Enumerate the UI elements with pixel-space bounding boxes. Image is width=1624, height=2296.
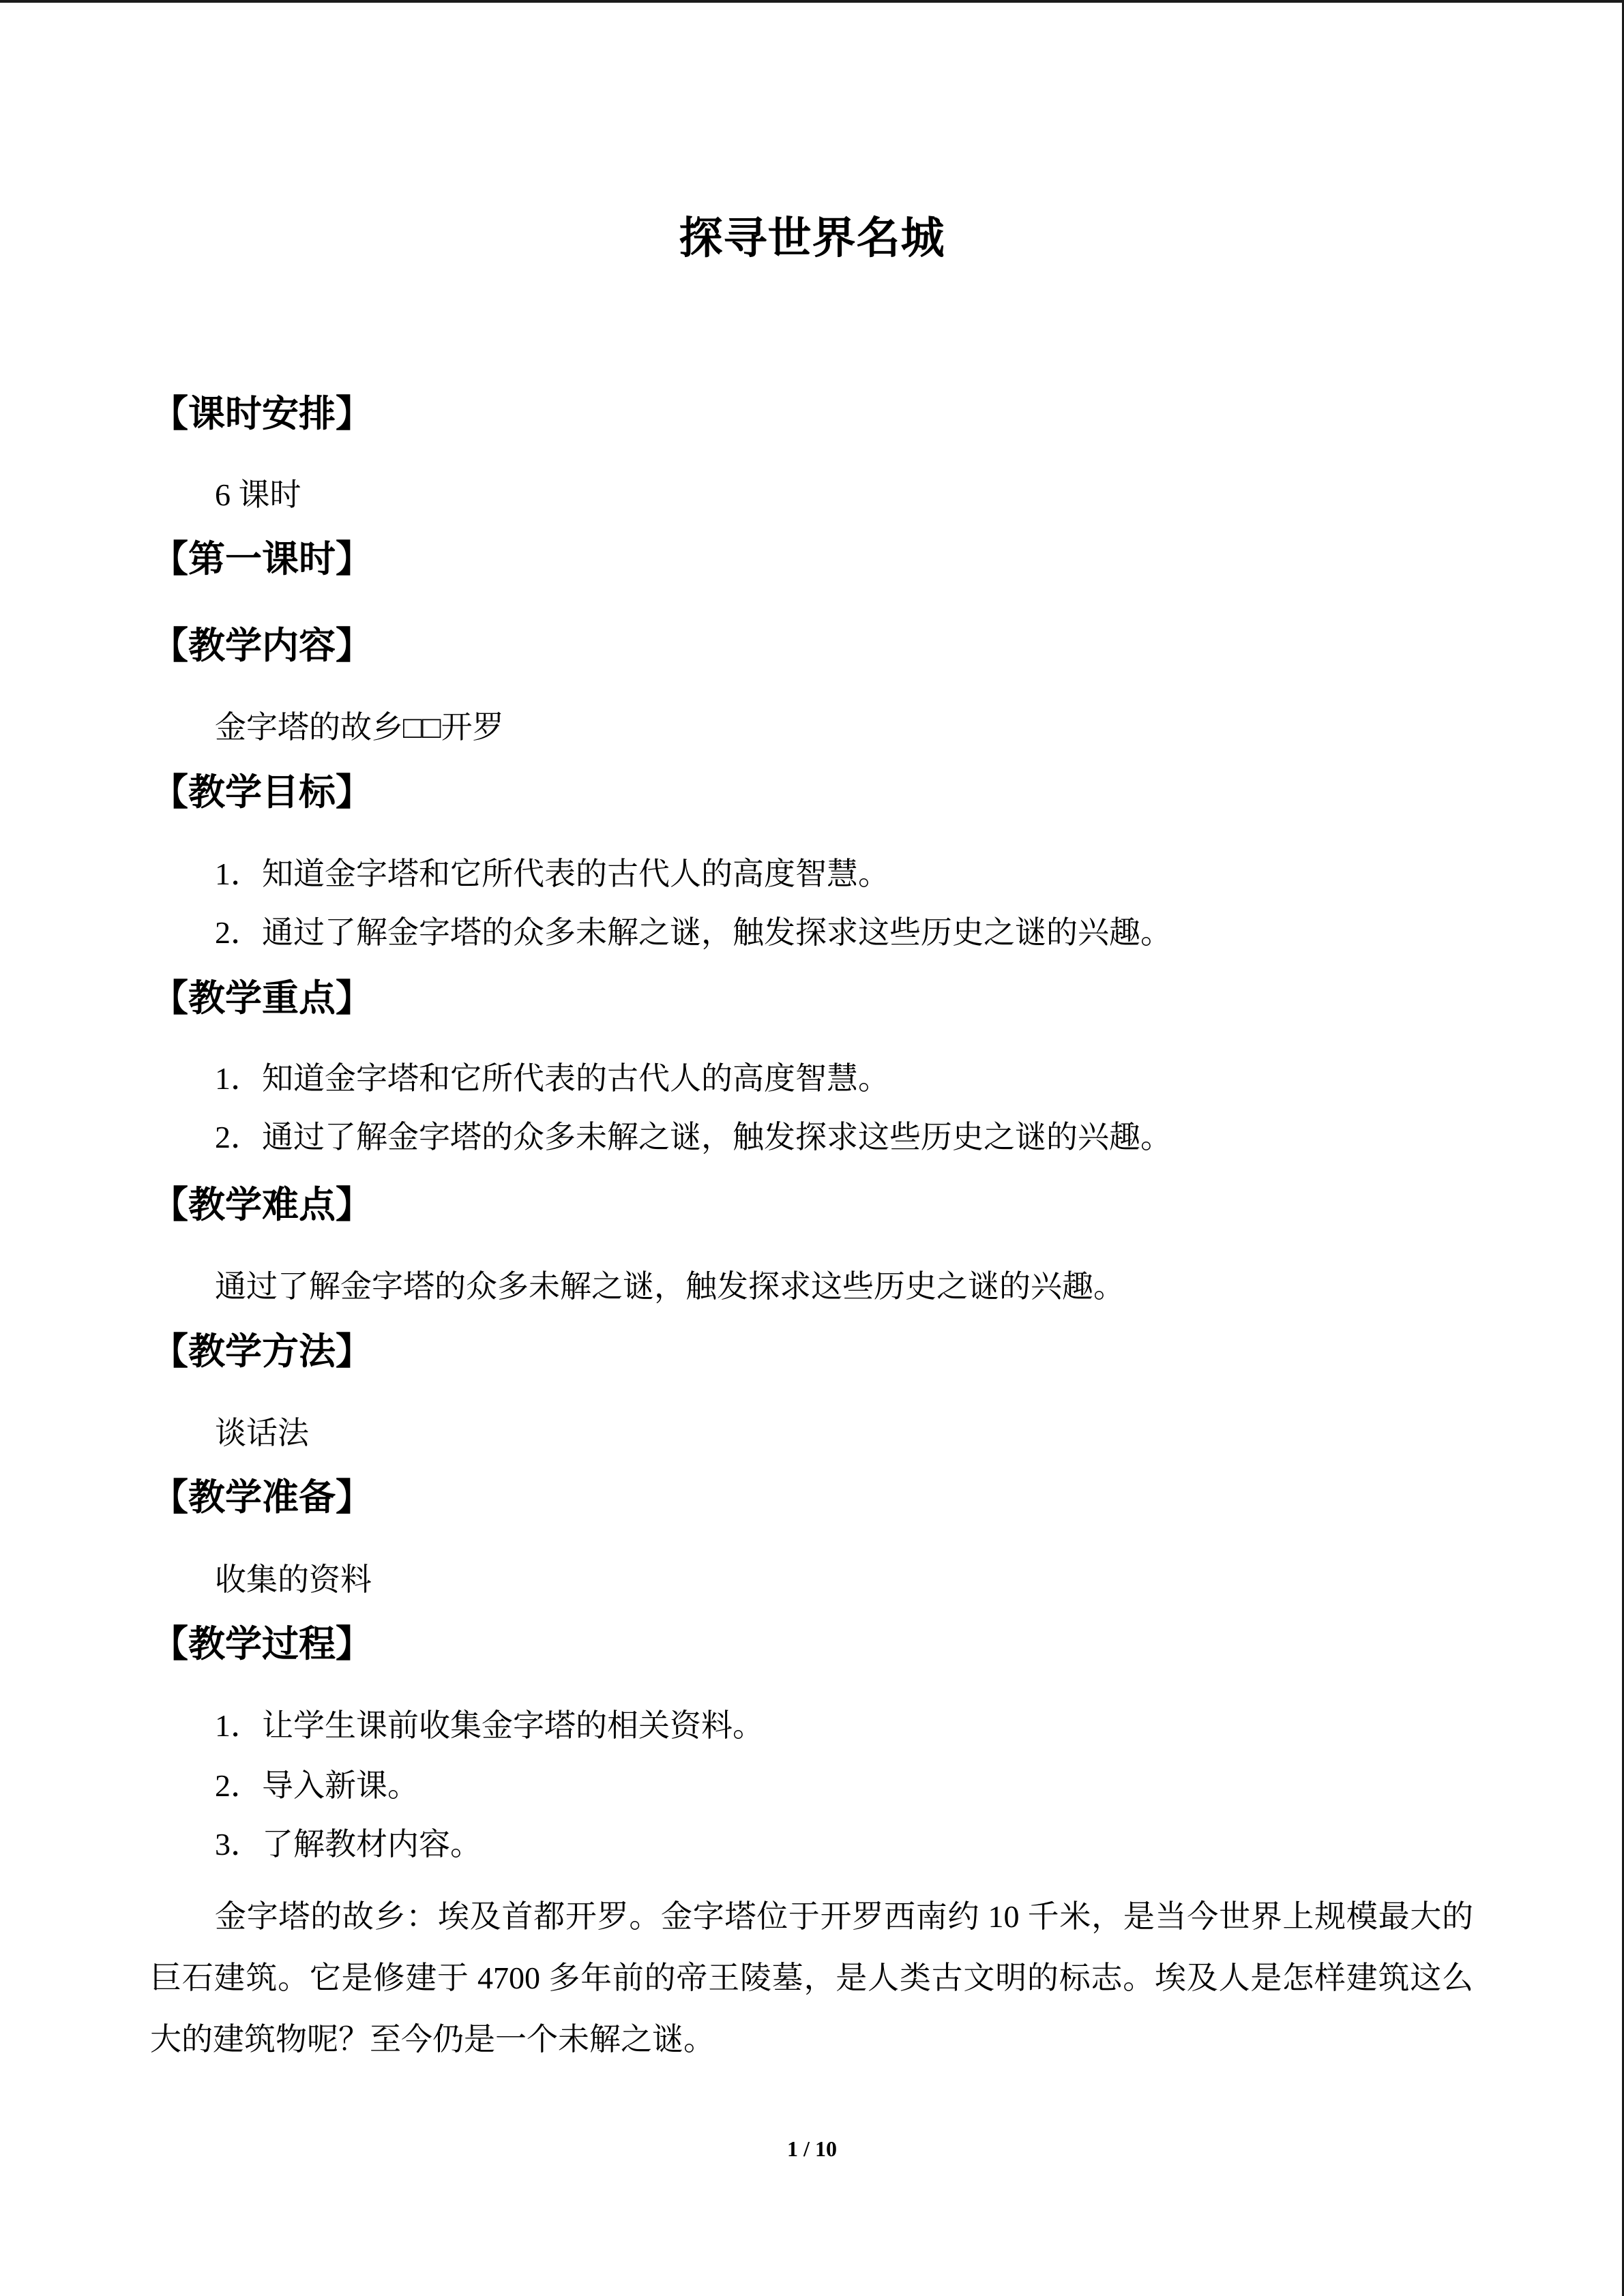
key-point-item: 2．通过了解金字塔的众多未解之谜，触发探求这些历史之谜的兴趣。 <box>215 1120 1172 1154</box>
objective-item: 1．知道金字塔和它所代表的古代人的高度智慧。 <box>215 856 889 891</box>
schedule-text: 6 课时 <box>215 477 301 512</box>
heading-difficulties: 【教学难点】 <box>151 1184 372 1225</box>
heading-objectives: 【教学目标】 <box>151 772 372 813</box>
process-item: 3．了解教材内容。 <box>215 1827 482 1862</box>
content-text: 金字塔的故乡□□开罗 <box>215 710 504 745</box>
page-number: 1 / 10 <box>787 2136 837 2161</box>
process-item: 1．让学生课前收集金字塔的相关资料。 <box>215 1708 764 1743</box>
heading-preparation: 【教学准备】 <box>151 1477 372 1518</box>
heading-first-lesson: 【第一课时】 <box>151 539 372 580</box>
heading-content: 【教学内容】 <box>151 625 372 666</box>
key-point-item: 1．知道金字塔和它所代表的古代人的高度智慧。 <box>215 1061 889 1096</box>
heading-key-points: 【教学重点】 <box>151 978 372 1019</box>
difficulties-text: 通过了解金字塔的众多未解之谜，触发探求这些历史之谜的兴趣。 <box>215 1269 1125 1304</box>
heading-process: 【教学过程】 <box>151 1624 372 1665</box>
process-item: 2．导入新课。 <box>215 1768 419 1803</box>
process-paragraph: 金字塔的故乡：埃及首都开罗。金字塔位于开罗西南约 10 千米，是当今世界上规模最大的巨石建筑。它是修建于 4700 多年前的帝王陵墓，是人类古文明的标志。埃及人是怎样建筑这么大的建筑物呢？至今仍是一个未解之谜。 <box>150 1899 1473 2057</box>
heading-methods: 【教学方法】 <box>151 1331 372 1372</box>
methods-text: 谈话法 <box>215 1416 309 1450</box>
objective-item: 2．通过了解金字塔的众多未解之谜，触发探求这些历史之谜的兴趣。 <box>215 915 1172 950</box>
preparation-text: 收集的资料 <box>215 1562 372 1597</box>
document-title: 探寻世界名城 <box>679 214 945 263</box>
heading-schedule: 【课时安排】 <box>151 393 372 434</box>
